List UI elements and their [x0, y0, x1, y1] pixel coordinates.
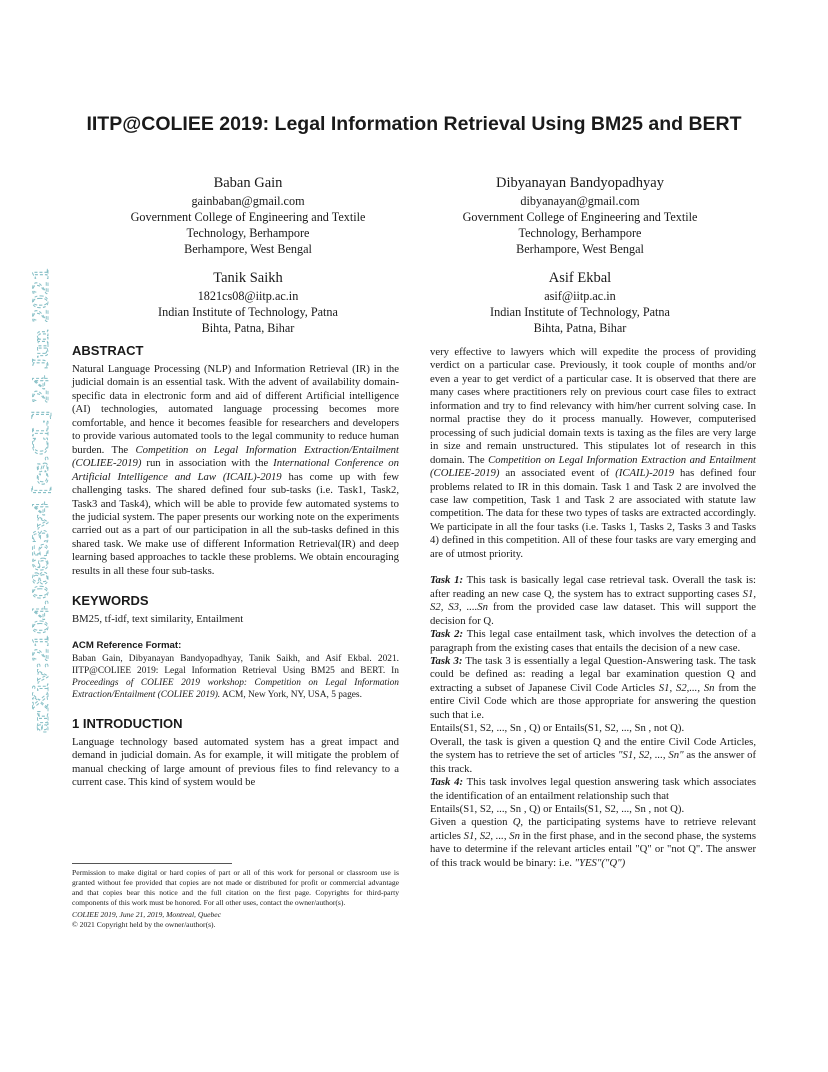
- task-1-paragraph: Task 1: This task is basically legal case retrieval task. Overall the task is: after reading an new case Q, the system has to extract supporting cases S1, S2, S3, ....Sn from the provided case law dataset. This will support the decision for Q.: [430, 574, 757, 627]
- introduction-continued: very effective to lawyers which will expedite the process of providing verdict on a particular case. Previously, it took couple of months and/or even a year to get verdict of a particular case. It is observed that there are many cases where practitioners rely on previous court case files to extract information and try to find relevancy with him/her current solving case. In normal practise they do it process manually. However, computerised processing of such judicial domain texts is taxing as the files are very large in size and remain unstructured. This stipulates lot of research in this domain. The Competition on Legal Information Extraction and Entailment (COLIEE-2019) an associated event of (ICAIL)-2019 has defined four problems related to IR in this domain. Task 1 and Task 2 are involved the case law competition, Task 1 and Task 2 are associated with statute law competition. The data for these two types of tasks are extracted accordingly. We participate in all the four tasks (i.e. Tasks 1, Tasks 2, Tasks 3 and Tasks 4) defined in this competition. All of these four tasks are vary emerging and are of utmost priority.: [430, 346, 757, 560]
- arxiv-id: arXiv:2104.08653v4 [cs.CL] 24 Jun 2021: [28, 340, 54, 733]
- author-block-3: [88, 268, 408, 336]
- author-block-4: [420, 268, 740, 336]
- author-name: Baban Gain: [213, 175, 283, 191]
- keywords-text: BM25, tf-idf, text similarity, Entailment: [72, 613, 244, 626]
- copyright-line: © 2021 Copyright held by the owner/author(s).: [72, 920, 216, 930]
- task-3-paragraph: Task 3: The task 3 is essentially a legal Question-Answering task. The task could be defined as: reading a legal bar examination question Q and extracting a subset of Japanese Civil Code Articles S1, S2,..., Sn from the entire Civil Code which are those appropriate for answering the question such that i.e.: [430, 654, 757, 721]
- author-email: gainbaban@gmail.com: [191, 194, 305, 208]
- author-block-1: [88, 173, 408, 257]
- task-4-formula: Entails(S1, S2, ..., Sn , Q) or Entails(S1, S2, ..., Sn , not Q).: [430, 802, 685, 815]
- author-affiliation: Berhampore, West Bengal: [184, 242, 312, 256]
- author-affiliation: Indian Institute of Technology, Patna: [158, 305, 338, 319]
- author-email: asif@iitp.ac.in: [544, 289, 616, 303]
- task-3-formula: Entails(S1, S2, ..., Sn , Q) or Entails(S1, S2, ..., Sn , not Q).: [430, 722, 685, 735]
- author-affiliation: Technology, Berhampore: [186, 226, 310, 240]
- permission-notice: Permission to make digital or hard copies of part or all of this work for personal or classroom use is granted without fee provided that copies are not made or distributed for profit or commercial advantage and that copies bear this notice and the full citation on the first page. Copyrights for third-party components of this work must be honored. For all other uses, contact the owner/author(s).: [72, 868, 399, 908]
- acm-reference-heading: ACM Reference Format:: [72, 639, 182, 651]
- author-block-2: [420, 173, 740, 257]
- author-affiliation: Indian Institute of Technology, Patna: [490, 305, 670, 319]
- task-3-overall: Overall, the task is given a question Q and the entire Civil Code Articles, the system has to retrieve the set of articles "S1, S2, ..., Sn" as the answer of this track.: [430, 735, 756, 775]
- footnote-rule: [72, 863, 232, 864]
- author-affiliation: Technology, Berhampore: [518, 226, 642, 240]
- task-2-paragraph: Task 2: This legal case entailment task, which involves the detection of a paragraph from the existing cases that entails the decision of a new case.: [430, 628, 757, 654]
- author-affiliation: Berhampore, West Bengal: [516, 242, 644, 256]
- acm-reference-text: Baban Gain, Dibyanayan Bandyopadhyay, Tanik Saikh, and Asif Ekbal. 2021. IITP@COLIEE 2019: Legal Information Retrieval Using BM25 and BERT. In Proceedings of COLIEE 2019 workshop: Competition on Legal Information Extraction/Entailment (COLIEE 2019). ACM, New York, NY, USA, 5 pages.: [72, 653, 399, 700]
- task-4-details: Given a question Q, the participating systems have to retrieve relevant articles S1, S2, ..., Sn in the first phase, and in the second phase, the systems have to determine if the relevant articles entail "Q" or "not Q". The answer of this track would be binary: i.e. "YES"("Q"): [430, 816, 757, 869]
- author-name: Dibyanayan Bandyopadhyay: [496, 175, 664, 191]
- venue-line: COLIEE 2019, June 21, 2019, Montreal, Quebec: [72, 910, 222, 920]
- author-affiliation: Bihta, Patna, Bihar: [201, 321, 295, 335]
- author-name: Asif Ekbal: [548, 270, 612, 286]
- author-email: dibyanayan@gmail.com: [520, 194, 640, 208]
- arxiv-stamp: [14, 265, 54, 735]
- left-column: [72, 343, 399, 790]
- author-affiliation: Bihta, Patna, Bihar: [533, 321, 627, 335]
- abstract-text: Natural Language Processing (NLP) and Information Retrieval (IR) in the judicial domain is an essential task. With the advent of availability domain-specific data in electronic form and aid of different Artificial intelligence (AI) technologies, automated language processing becomes more comfortable, and hence it becomes feasible for researchers and developers to provide various automated tools to the legal community to reduce human burden. The Competition on Legal Information Extraction/Entailment (COLIEE-2019) run in association with the International Conference on Artificial Intelligence and Law (ICAIL)-2019 has come up with few challenging tasks. The shared defined four sub-tasks (i.e. Task1, Task2, Task3 and Task4), which will be able to provide few automated systems to the judicial system. The paper presents our working note on the experiments carried out as a part of our participation in all the sub-tasks defined in this shared task. We make use of different Information Retrieval(IR) and deep learning based approaches to tackle these problems. We obtain encouraging results in all these four sub-tasks.: [72, 363, 399, 577]
- author-affiliation: Government College of Engineering and Textile: [130, 210, 366, 224]
- introduction-heading: 1 INTRODUCTION: [72, 715, 183, 731]
- right-column: [430, 346, 756, 870]
- keywords-heading: KEYWORDS: [72, 593, 149, 609]
- introduction-text: Language technology based automated system has a great impact and demand in judicial domain. As for example, it will mitigate the problem of manual checking of large amount of previous files to find relevancy to a current case. This kind of system would be: [72, 735, 399, 789]
- author-email: 1821cs08@iitp.ac.in: [197, 289, 299, 303]
- author-affiliation: Government College of Engineering and Textile: [462, 210, 698, 224]
- paper-title: IITP@COLIEE 2019: Legal Information Retrieval Using BM25 and BERT: [86, 113, 742, 135]
- footnote: [72, 868, 399, 931]
- task-4-paragraph: Task 4: This task involves legal question answering task which associates the identification of an entailment relationship such that: [430, 776, 757, 802]
- author-name: Tanik Saikh: [213, 270, 283, 286]
- abstract-heading: ABSTRACT: [72, 343, 144, 358]
